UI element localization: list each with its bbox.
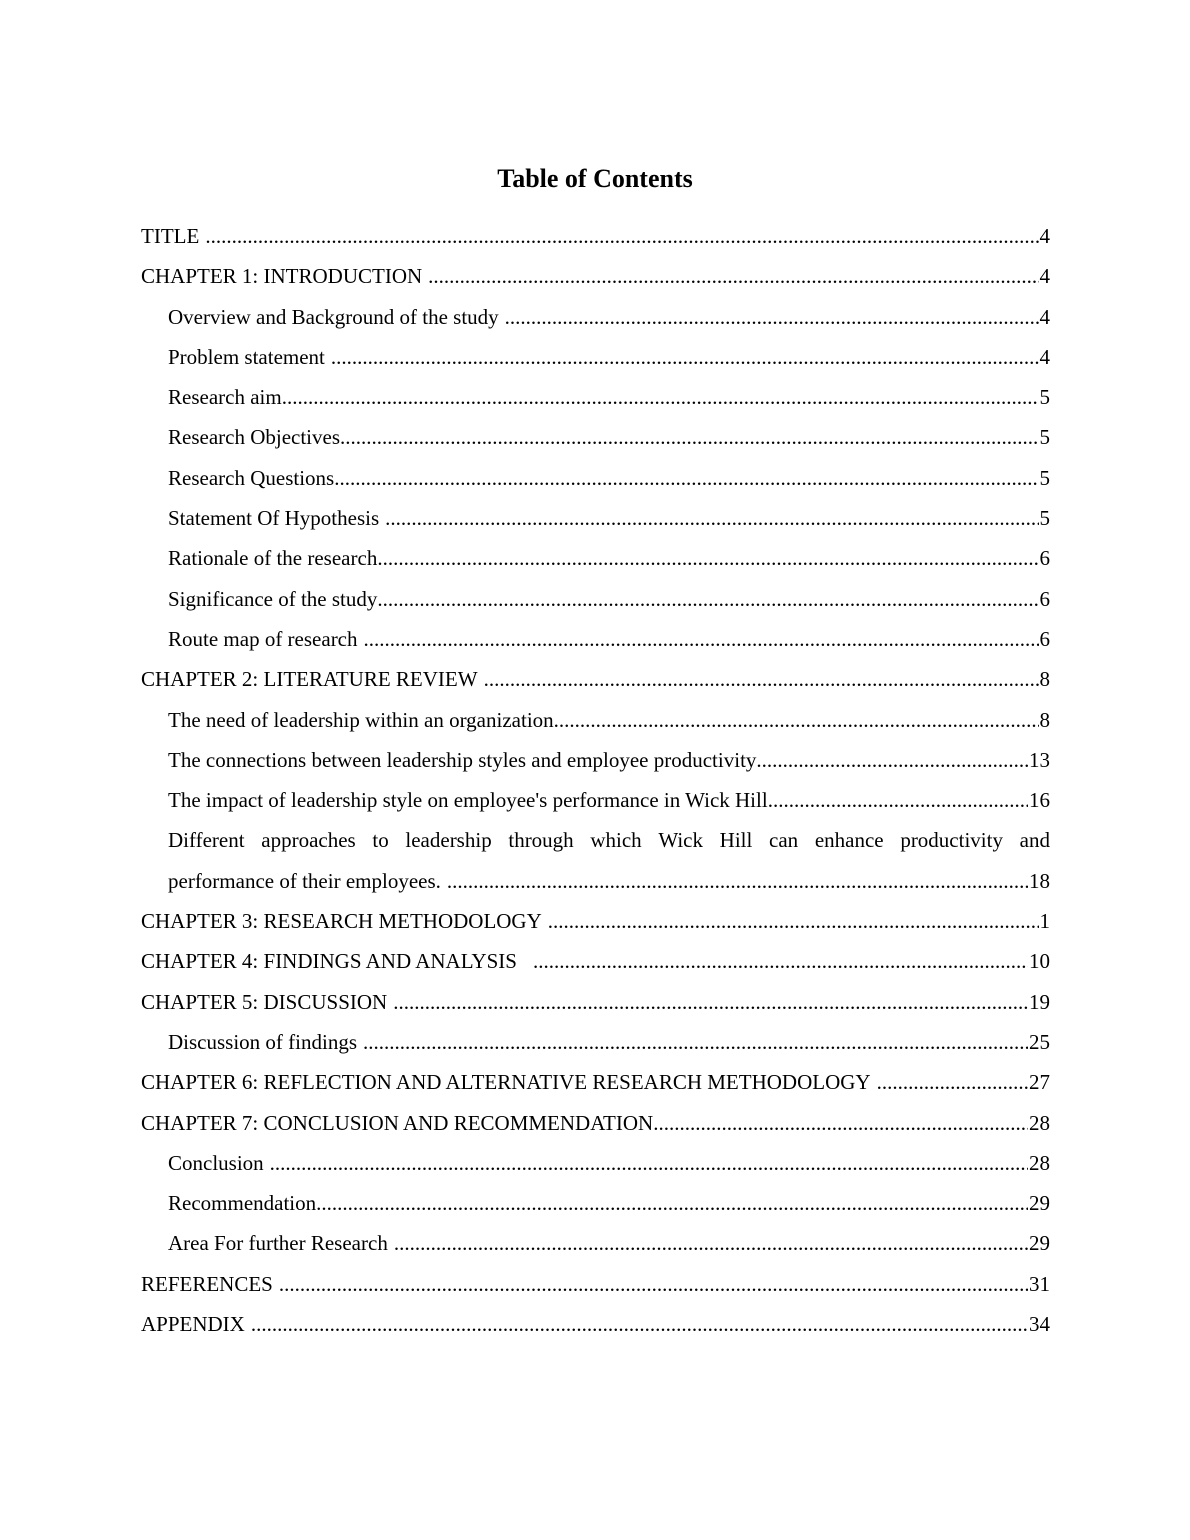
- toc-entry-chapter-3[interactable]: [141, 901, 1050, 941]
- toc-entry-page: 18: [1029, 868, 1050, 893]
- toc-entry-label: Rationale of the research: [168, 546, 378, 571]
- dot-leader: [756, 740, 1028, 780]
- dot-leader: [484, 659, 1039, 699]
- toc-entry-label: CHAPTER 5: DISCUSSION: [141, 989, 388, 1014]
- toc-entry-chapter-2[interactable]: [141, 659, 1050, 699]
- dot-leader: [251, 1304, 1028, 1344]
- toc-entry-page: 6: [1039, 586, 1050, 611]
- toc-entry-label: Recommendation: [168, 1191, 317, 1216]
- dot-leader: [877, 1062, 1028, 1102]
- word: which: [590, 828, 642, 853]
- dot-leader: [394, 1223, 1028, 1263]
- word: enhance: [814, 828, 884, 853]
- toc-entry-chapter-7[interactable]: [141, 1103, 1050, 1143]
- toc-entry-page: 8: [1039, 667, 1050, 692]
- toc-entry-label: APPENDIX: [141, 1312, 245, 1337]
- toc-entry-label: CHAPTER 1: INTRODUCTION: [141, 264, 423, 289]
- toc-entry-research-questions[interactable]: [141, 458, 1050, 498]
- dot-leader: [377, 579, 1038, 619]
- dot-leader: [205, 216, 1038, 256]
- toc-entry-label: Area For further Research: [168, 1231, 388, 1256]
- toc-entry-page: 29: [1029, 1191, 1050, 1216]
- dot-leader: [316, 1183, 1028, 1223]
- toc-entry-page: 25: [1029, 1029, 1050, 1054]
- toc-entry-label: Problem statement: [168, 344, 325, 369]
- toc-entry-appendix[interactable]: [141, 1304, 1050, 1344]
- toc-entry-label: CHAPTER 3: RESEARCH METHODOLOGY: [141, 909, 542, 934]
- toc-entry-page: 4: [1039, 224, 1050, 248]
- word: Different: [168, 828, 245, 853]
- word: and: [1019, 828, 1050, 853]
- toc-entry-label: TITLE: [141, 224, 200, 248]
- toc-entry-label: performance of their employees.: [168, 868, 441, 893]
- toc-entry-label: CHAPTER 2: LITERATURE REVIEW: [141, 667, 478, 692]
- toc-entry-label: REFERENCES: [141, 1271, 273, 1296]
- toc-entry-label: The impact of leadership style on employee's performance in Wick Hill: [168, 788, 768, 813]
- toc-entry-label: Overview and Background of the study: [168, 304, 499, 329]
- toc-entry-page: 5: [1039, 425, 1050, 450]
- toc-entry-label: Research Questions: [168, 465, 335, 490]
- dot-leader: [331, 337, 1039, 377]
- toc-entry-label: Significance of the study: [168, 586, 378, 611]
- dot-leader: [533, 941, 1028, 981]
- toc-entry-label: The need of leadership within an organization: [168, 707, 554, 732]
- dot-leader: [340, 417, 1038, 457]
- toc-entry-page: 6: [1039, 546, 1050, 571]
- toc-entry-label: Research aim: [168, 385, 282, 410]
- toc-entry-research-objectives[interactable]: [141, 417, 1050, 457]
- toc-entry-label: CHAPTER 4: FINDINGS AND ANALYSIS: [141, 949, 517, 974]
- toc-entry-page: 29: [1029, 1231, 1050, 1256]
- dot-leader: [282, 377, 1039, 417]
- toc-entry-conclusion[interactable]: [141, 1143, 1050, 1183]
- toc-entry-label: Route map of research: [168, 626, 358, 651]
- dot-leader: [428, 256, 1038, 296]
- toc-list: [141, 216, 1050, 1344]
- word: Wick: [658, 828, 703, 853]
- dot-leader: [364, 619, 1039, 659]
- toc-entry-label: The connections between leadership styles and employee productivity: [168, 747, 757, 772]
- toc-entry-leadership-approaches[interactable]: [141, 820, 1050, 901]
- toc-entry-rationale[interactable]: [141, 538, 1050, 578]
- toc-entry-leadership-impact[interactable]: [141, 780, 1050, 820]
- dot-leader: [447, 861, 1028, 901]
- dot-leader: [363, 1022, 1028, 1062]
- toc-entry-label: CHAPTER 7: CONCLUSION AND RECOMMENDATION: [141, 1110, 654, 1135]
- toc-entry-chapter-6[interactable]: [141, 1062, 1050, 1102]
- toc-entry-references[interactable]: [141, 1264, 1050, 1304]
- toc-entry-label-line-1: [168, 820, 1050, 860]
- toc-entry-research-aim[interactable]: [141, 377, 1050, 417]
- word: Hill: [719, 828, 753, 853]
- toc-entry-chapter-1[interactable]: [141, 256, 1050, 296]
- toc-entry-page: 1: [1039, 909, 1050, 934]
- dot-leader: [385, 498, 1038, 538]
- toc-entry-label: Discussion of findings: [168, 1029, 357, 1054]
- word: leadership: [405, 828, 492, 853]
- toc-entry-leadership-connections[interactable]: [141, 740, 1050, 780]
- toc-entry-page: 5: [1039, 385, 1050, 410]
- toc-entry-page: 4: [1039, 264, 1050, 289]
- toc-entry-page: 6: [1039, 626, 1050, 651]
- toc-entry-page: 16: [1029, 788, 1050, 813]
- toc-entry-page: 27: [1029, 1070, 1050, 1095]
- dot-leader: [554, 700, 1039, 740]
- toc-entry-page: 10: [1029, 949, 1050, 974]
- toc-entry-page: 4: [1039, 344, 1050, 369]
- word: approaches: [261, 828, 356, 853]
- toc-entry-chapter-4[interactable]: [141, 941, 1050, 981]
- toc-entry-page: 5: [1039, 506, 1050, 531]
- toc-entry-recommendation[interactable]: [141, 1183, 1050, 1223]
- toc-entry-hypothesis[interactable]: [141, 498, 1050, 538]
- toc-entry-page: 4: [1039, 304, 1050, 329]
- toc-entry-label: Statement Of Hypothesis: [168, 506, 380, 531]
- dot-leader: [334, 458, 1038, 498]
- toc-entry-route-map[interactable]: [141, 619, 1050, 659]
- word: to: [372, 828, 389, 853]
- toc-entry-label: CHAPTER 6: REFLECTION AND ALTERNATIVE RESEARCH METHODOLOGY: [141, 1070, 871, 1095]
- dot-leader: [393, 982, 1028, 1022]
- toc-entry-page: 28: [1029, 1110, 1050, 1135]
- word: can: [769, 828, 799, 853]
- word: productivity: [900, 828, 1003, 853]
- toc-entry-page: 5: [1039, 465, 1050, 490]
- dot-leader: [548, 901, 1039, 941]
- dot-leader: [653, 1103, 1028, 1143]
- toc-entry-need-of-leadership[interactable]: [141, 700, 1050, 740]
- toc-entry-chapter-5[interactable]: [141, 982, 1050, 1022]
- toc-entry-page: 28: [1029, 1150, 1050, 1175]
- toc-entry-title[interactable]: [141, 216, 1050, 256]
- toc-entry-label: Research Objectives: [168, 425, 341, 450]
- toc-heading: Table of Contents: [497, 164, 693, 193]
- toc-entry-overview[interactable]: [141, 297, 1050, 337]
- toc-entry-problem-statement[interactable]: [141, 337, 1050, 377]
- dot-leader: [768, 780, 1028, 820]
- dot-leader: [270, 1143, 1028, 1183]
- word: through: [508, 828, 574, 853]
- toc-entry-significance[interactable]: [141, 579, 1050, 619]
- toc-entry-page: 8: [1039, 707, 1050, 732]
- toc-entry-label: Conclusion: [168, 1150, 264, 1175]
- toc-entry-page: 13: [1029, 747, 1050, 772]
- toc-entry-page: 34: [1029, 1312, 1050, 1337]
- toc-entry-further-research[interactable]: [141, 1223, 1050, 1263]
- dot-leader: [505, 297, 1039, 337]
- dot-leader: [279, 1264, 1028, 1304]
- toc-entry-discussion-findings[interactable]: [141, 1022, 1050, 1062]
- toc-entry-label-line-2: [168, 861, 1050, 901]
- dot-leader: [377, 538, 1038, 578]
- toc-entry-page: 19: [1029, 989, 1050, 1014]
- toc-entry-page: 31: [1029, 1271, 1050, 1296]
